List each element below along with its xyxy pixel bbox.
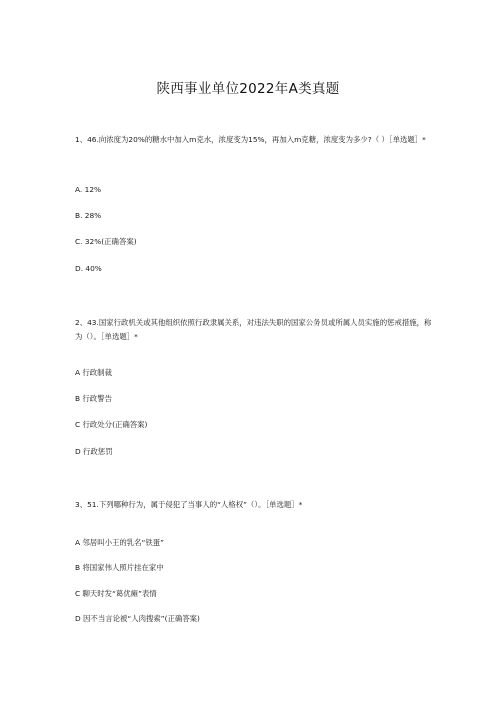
question-3-option-a: A 邻居叫小王的乳名“铁蛋”: [75, 538, 164, 547]
question-3-option-c: C 聊天时发“葛优瘫”表情: [75, 589, 157, 598]
question-2-option-a: A 行政制裁: [75, 368, 112, 377]
question-1-option-d: D. 40%: [75, 264, 102, 273]
question-1: [75, 133, 435, 147]
question-1-option-c: C. 32%(正确答案): [75, 237, 137, 246]
question-2-option-b: B 行政警告: [75, 394, 112, 403]
question-2-stem: 2、43.国家行政机关或其他组织依照行政隶属关系，对违法失职的国家公务员或所属人员实施的惩戒措施，称为（）。［单选题］*: [75, 318, 432, 341]
question-3-option-b: B 将国家伟人照片挂在家中: [75, 563, 164, 572]
question-2: [75, 316, 435, 344]
question-2-option-c: C 行政处分(正确答案): [75, 420, 148, 429]
question-3-option-d: D 因不当言论被“人肉搜索”(正确答案): [75, 614, 200, 623]
question-3: [75, 498, 435, 512]
document-title: 陕西事业单位2022年A类真题: [156, 81, 340, 97]
question-1-stem: 1、46.向浓度为20%的糖水中加入m克水，浓度变为15%，再加入m克糖，浓度变为多少?（ ）［单选题］*: [75, 135, 426, 144]
question-2-option-d: D 行政惩罚: [75, 447, 113, 456]
question-1-option-b: B. 28%: [75, 211, 102, 220]
question-3-stem: 3、51.下列哪种行为，属于侵犯了当事人的“人格权”（）。［单选题］*: [75, 500, 303, 509]
question-1-option-a: A. 12%: [75, 185, 102, 194]
